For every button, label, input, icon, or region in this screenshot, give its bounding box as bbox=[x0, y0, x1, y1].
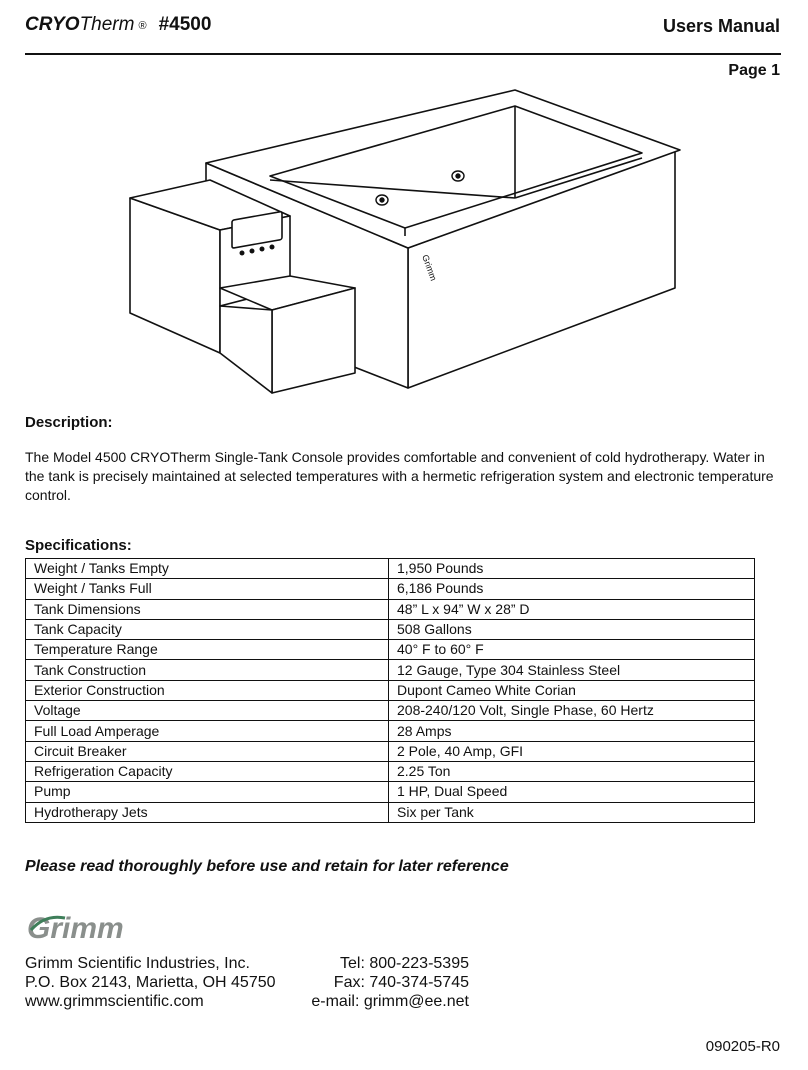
company-contact-block bbox=[311, 954, 469, 1011]
spec-label: Weight / Tanks Full bbox=[26, 579, 389, 599]
table-row bbox=[26, 559, 755, 579]
table-row bbox=[26, 660, 755, 680]
grimm-logo-text: Grimm bbox=[27, 912, 124, 945]
spec-label: Hydrotherapy Jets bbox=[26, 802, 389, 822]
registered-mark: ® bbox=[138, 20, 147, 32]
page-number: Page 1 bbox=[728, 62, 780, 79]
brand-therm: Therm bbox=[79, 14, 135, 35]
hydro-jet-icon bbox=[456, 174, 460, 178]
grimm-logo bbox=[25, 908, 135, 948]
table-row bbox=[26, 741, 755, 761]
spec-label: Full Load Amperage bbox=[26, 721, 389, 741]
spec-label: Tank Dimensions bbox=[26, 599, 389, 619]
table-row bbox=[26, 680, 755, 700]
step-lower-side bbox=[220, 306, 272, 393]
spec-label: Voltage bbox=[26, 701, 389, 721]
table-row bbox=[26, 640, 755, 660]
table-row bbox=[26, 802, 755, 822]
spec-label: Temperature Range bbox=[26, 640, 389, 660]
table-row bbox=[26, 761, 755, 781]
spec-value: 6,186 Pounds bbox=[389, 579, 755, 599]
hydro-jet-icon bbox=[380, 198, 384, 202]
spec-label: Tank Capacity bbox=[26, 619, 389, 639]
spec-value: 1,950 Pounds bbox=[389, 559, 755, 579]
document-number: 090205-R0 bbox=[705, 1038, 780, 1055]
spec-label: Weight / Tanks Empty bbox=[26, 559, 389, 579]
panel-knob-icon bbox=[240, 251, 245, 256]
table-row bbox=[26, 599, 755, 619]
description-text: The Model 4500 CRYOTherm Single-Tank Console provides comfortable and convenient of cold hydrotherapy. Water in the tank is precisely maintained at selected temperatures with a hermetic refrigeration system and electronic temperature control. bbox=[25, 449, 774, 503]
company-email[interactable]: e-mail: grimm@ee.net bbox=[311, 993, 469, 1010]
specifications-heading: Specifications: bbox=[25, 537, 132, 554]
spec-value: 12 Gauge, Type 304 Stainless Steel bbox=[389, 660, 755, 680]
spec-label: Refrigeration Capacity bbox=[26, 761, 389, 781]
company-fax: Fax: 740-374-5745 bbox=[333, 974, 469, 991]
company-address-block bbox=[25, 954, 276, 1011]
table-row bbox=[26, 579, 755, 599]
spec-value: Six per Tank bbox=[389, 802, 755, 822]
brand-cryo: CRYO bbox=[25, 14, 80, 35]
spec-value: 2.25 Ton bbox=[389, 761, 755, 781]
manual-title: Users Manual bbox=[662, 16, 780, 36]
specifications-table bbox=[25, 558, 755, 823]
spec-value: 208-240/120 Volt, Single Phase, 60 Hertz bbox=[389, 701, 755, 721]
spec-label: Circuit Breaker bbox=[26, 741, 389, 761]
tank-illustration bbox=[120, 88, 690, 408]
panel-knob-icon bbox=[260, 247, 265, 252]
spec-value: Dupont Cameo White Corian bbox=[389, 680, 755, 700]
reference-note: Please read thoroughly before use and retain for later reference bbox=[25, 858, 509, 875]
panel-knob-icon bbox=[270, 245, 275, 250]
spec-value: 2 Pole, 40 Amp, GFI bbox=[389, 741, 755, 761]
table-row bbox=[26, 701, 755, 721]
page-header bbox=[25, 14, 780, 44]
company-website[interactable]: www.grimmscientific.com bbox=[25, 993, 204, 1010]
table-row bbox=[26, 782, 755, 802]
spec-value: 1 HP, Dual Speed bbox=[389, 782, 755, 802]
spec-label: Pump bbox=[26, 782, 389, 802]
tank-logo: Grimm bbox=[420, 253, 439, 283]
company-name: Grimm Scientific Industries, Inc. bbox=[25, 955, 250, 972]
spec-value: 28 Amps bbox=[389, 721, 755, 741]
spec-value: 48” L x 94” W x 28” D bbox=[389, 599, 755, 619]
table-row bbox=[26, 721, 755, 741]
product-brand bbox=[25, 14, 211, 36]
model-number: #4500 bbox=[158, 14, 212, 35]
spec-label: Tank Construction bbox=[26, 660, 389, 680]
description-heading: Description: bbox=[25, 414, 113, 431]
spec-label: Exterior Construction bbox=[26, 680, 389, 700]
header-divider bbox=[25, 53, 781, 55]
table-row bbox=[26, 619, 755, 639]
company-tel: Tel: 800-223-5395 bbox=[340, 955, 469, 972]
spec-value: 508 Gallons bbox=[389, 619, 755, 639]
spec-value: 40° F to 60° F bbox=[389, 640, 755, 660]
panel-knob-icon bbox=[250, 249, 255, 254]
company-address: P.O. Box 2143, Marietta, OH 45750 bbox=[25, 974, 276, 991]
